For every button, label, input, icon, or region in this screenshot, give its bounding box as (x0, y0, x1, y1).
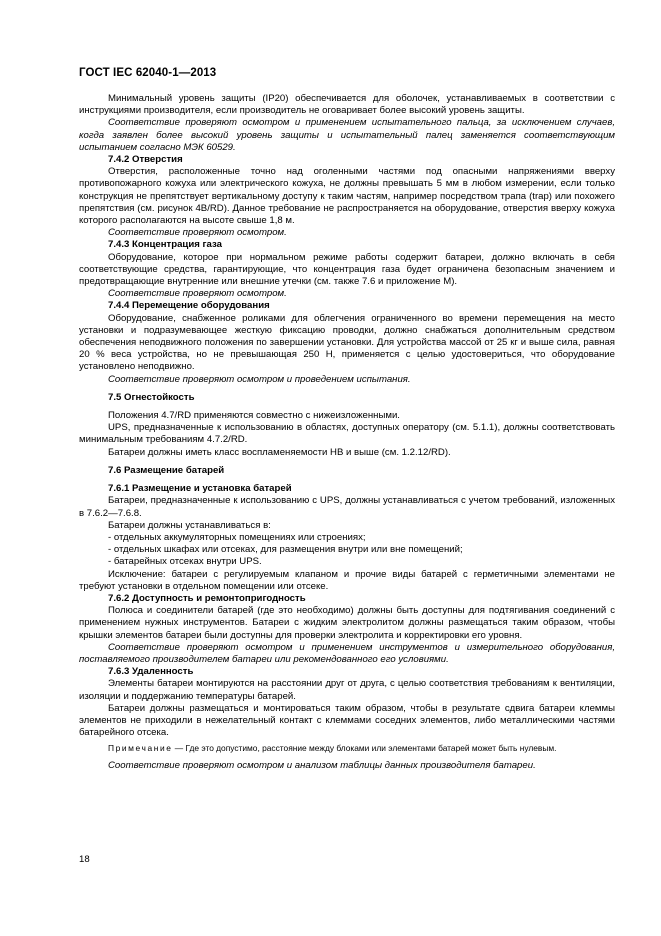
note-label: Примечание (108, 743, 173, 754)
document-header: ГОСТ IEC 62040-1—2013 (79, 67, 217, 79)
paragraph: Батареи должны размещаться и монтироваться таким образом, чтобы в результате сдвига батареи клеммы элементов не приходили в нежелательный контакт с клеммами соседних элементов, либо металлическими частями батарейного отсека. (79, 702, 615, 739)
list-item: - отдельных аккумуляторных помещениях или строениях; (108, 531, 366, 543)
note (79, 743, 615, 754)
paragraph: Оборудование, снабженное роликами для облегчения ограниченного во времени перемещения на место установки и подразумевающее жесткую фиксацию проводки, должно снабжаться дополнительным средством обеспечения неподвижного положения по завершении установки. Для устройства массой от 25 кг и выше сила, равная 20 % веса устройства, но не превышающая 250 Н, применяется с целью удостовериться, что оборудование установлено неподвижно. (79, 312, 615, 373)
paragraph: Отверстия, расположенные точно над оголенными частями под опасными напряжениями вверху противопожарного кожуха или электрического кожуха, не должны превышать 5 мм в любом измерении, если только конструкция не препятствует вертикальному доступу к таким частям, например посредством трапа (trap) или похожего препятствия (см. рисунок 4B/RD). Данное требование не распространяется на оборудование, отверстия вверху кожуха которого располагаются на высоте свыше 1,8 м. (79, 166, 615, 227)
compliance-paragraph: Соответствие проверяют осмотром и применением испытательного пальца, за исключением случаев, когда заявлен более высокий уровень защиты и испытательный палец заменяется соответствующим испытанием согласно МЭК 60529. (79, 117, 615, 153)
section-heading-7-6: 7.6 Размещение батарей (108, 464, 225, 476)
note-text: — Где это допустимо, расстояние между блоками или элементами батарей может быть нулевым. (172, 743, 557, 754)
compliance-paragraph: Соответствие проверяют осмотром и проведением испытания. (108, 373, 411, 385)
paragraph: UPS, предназначенные к использованию в областях, доступных оператору (см. 5.1.1), должны соответствовать минимальным требованиям 4.7.2/RD. (79, 422, 615, 446)
section-heading-7-6-1: 7.6.1 Размещение и установка батарей (108, 483, 292, 495)
paragraph: Батареи должны устанавливаться в: (108, 519, 271, 531)
section-heading-7-4-2: 7.4.2 Отверстия (108, 154, 183, 166)
section-heading-7-6-3: 7.6.3 Удаленность (108, 666, 194, 678)
paragraph: Батареи, предназначенные к использованию с UPS, должны устанавливаться с учетом требований, изложенных в 7.6.2—7.6.8. (79, 495, 615, 519)
section-heading-7-4-3: 7.4.3 Концентрация газа (108, 239, 222, 251)
page-number: 18 (79, 854, 90, 865)
compliance-paragraph: Соответствие проверяют осмотром. (108, 288, 287, 300)
paragraph: Исключение: батареи с регулируемым клапаном и прочие виды батарей с герметичными элементами не требуют установки в отдельном помещении или отсеке. (79, 568, 615, 592)
list-item: - отдельных шкафах или отсеках, для размещения внутри или вне помещений; (108, 544, 463, 556)
document-body (79, 93, 615, 773)
paragraph: Элементы батареи монтируются на расстоянии друг от друга, с целью соответствия требованиям к вентиляции, изоляции и поддержанию температуры батарей. (79, 678, 615, 702)
paragraph: Полюса и соединители батарей (где это необходимо) должны быть доступны для подтягивания соединений с применением нужных инструментов. Батареи с жидким электролитом должны размещаться таким образом, чтобы крышки элементов батареи были доступны для проверки электролита и корректировки его уровня. (79, 605, 615, 641)
paragraph: Оборудование, которое при нормальном режиме работы содержит батареи, должно включать в себя соответствующие средства, гарантирующие, что концентрация газа будет ограничена безопасным значением и предотвращающие внутренние или внешние утечки (см. также 7.6 и приложение M). (79, 251, 615, 288)
paragraph: Положения 4.7/RD применяются совместно с нижеизложенными. (108, 410, 400, 422)
paragraph: Батареи должны иметь класс воспламеняемости HB и выше (см. 1.2.12/RD). (108, 446, 451, 458)
compliance-paragraph: Соответствие проверяют осмотром и анализом таблицы данных производителя батареи. (108, 760, 536, 772)
section-heading-7-5: 7.5 Огнестойкость (108, 391, 195, 403)
section-heading-7-6-2: 7.6.2 Доступность и ремонтопригодность (108, 592, 306, 604)
compliance-paragraph: Соответствие проверяют осмотром. (108, 227, 287, 239)
list-item: - батарейных отсеках внутри UPS. (108, 556, 262, 568)
paragraph: Минимальный уровень защиты (IP20) обеспечивается для оболочек, устанавливаемых в соответствии с инструкциями производителя, если производитель не оговаривает более высокий уровень защиты. (79, 93, 615, 117)
compliance-paragraph: Соответствие проверяют осмотром и применением инструментов и измерительного оборудования, поставляемого производителем батареи или рекомендованного его условиями. (79, 641, 615, 665)
section-heading-7-4-4: 7.4.4 Перемещение оборудования (108, 300, 270, 312)
